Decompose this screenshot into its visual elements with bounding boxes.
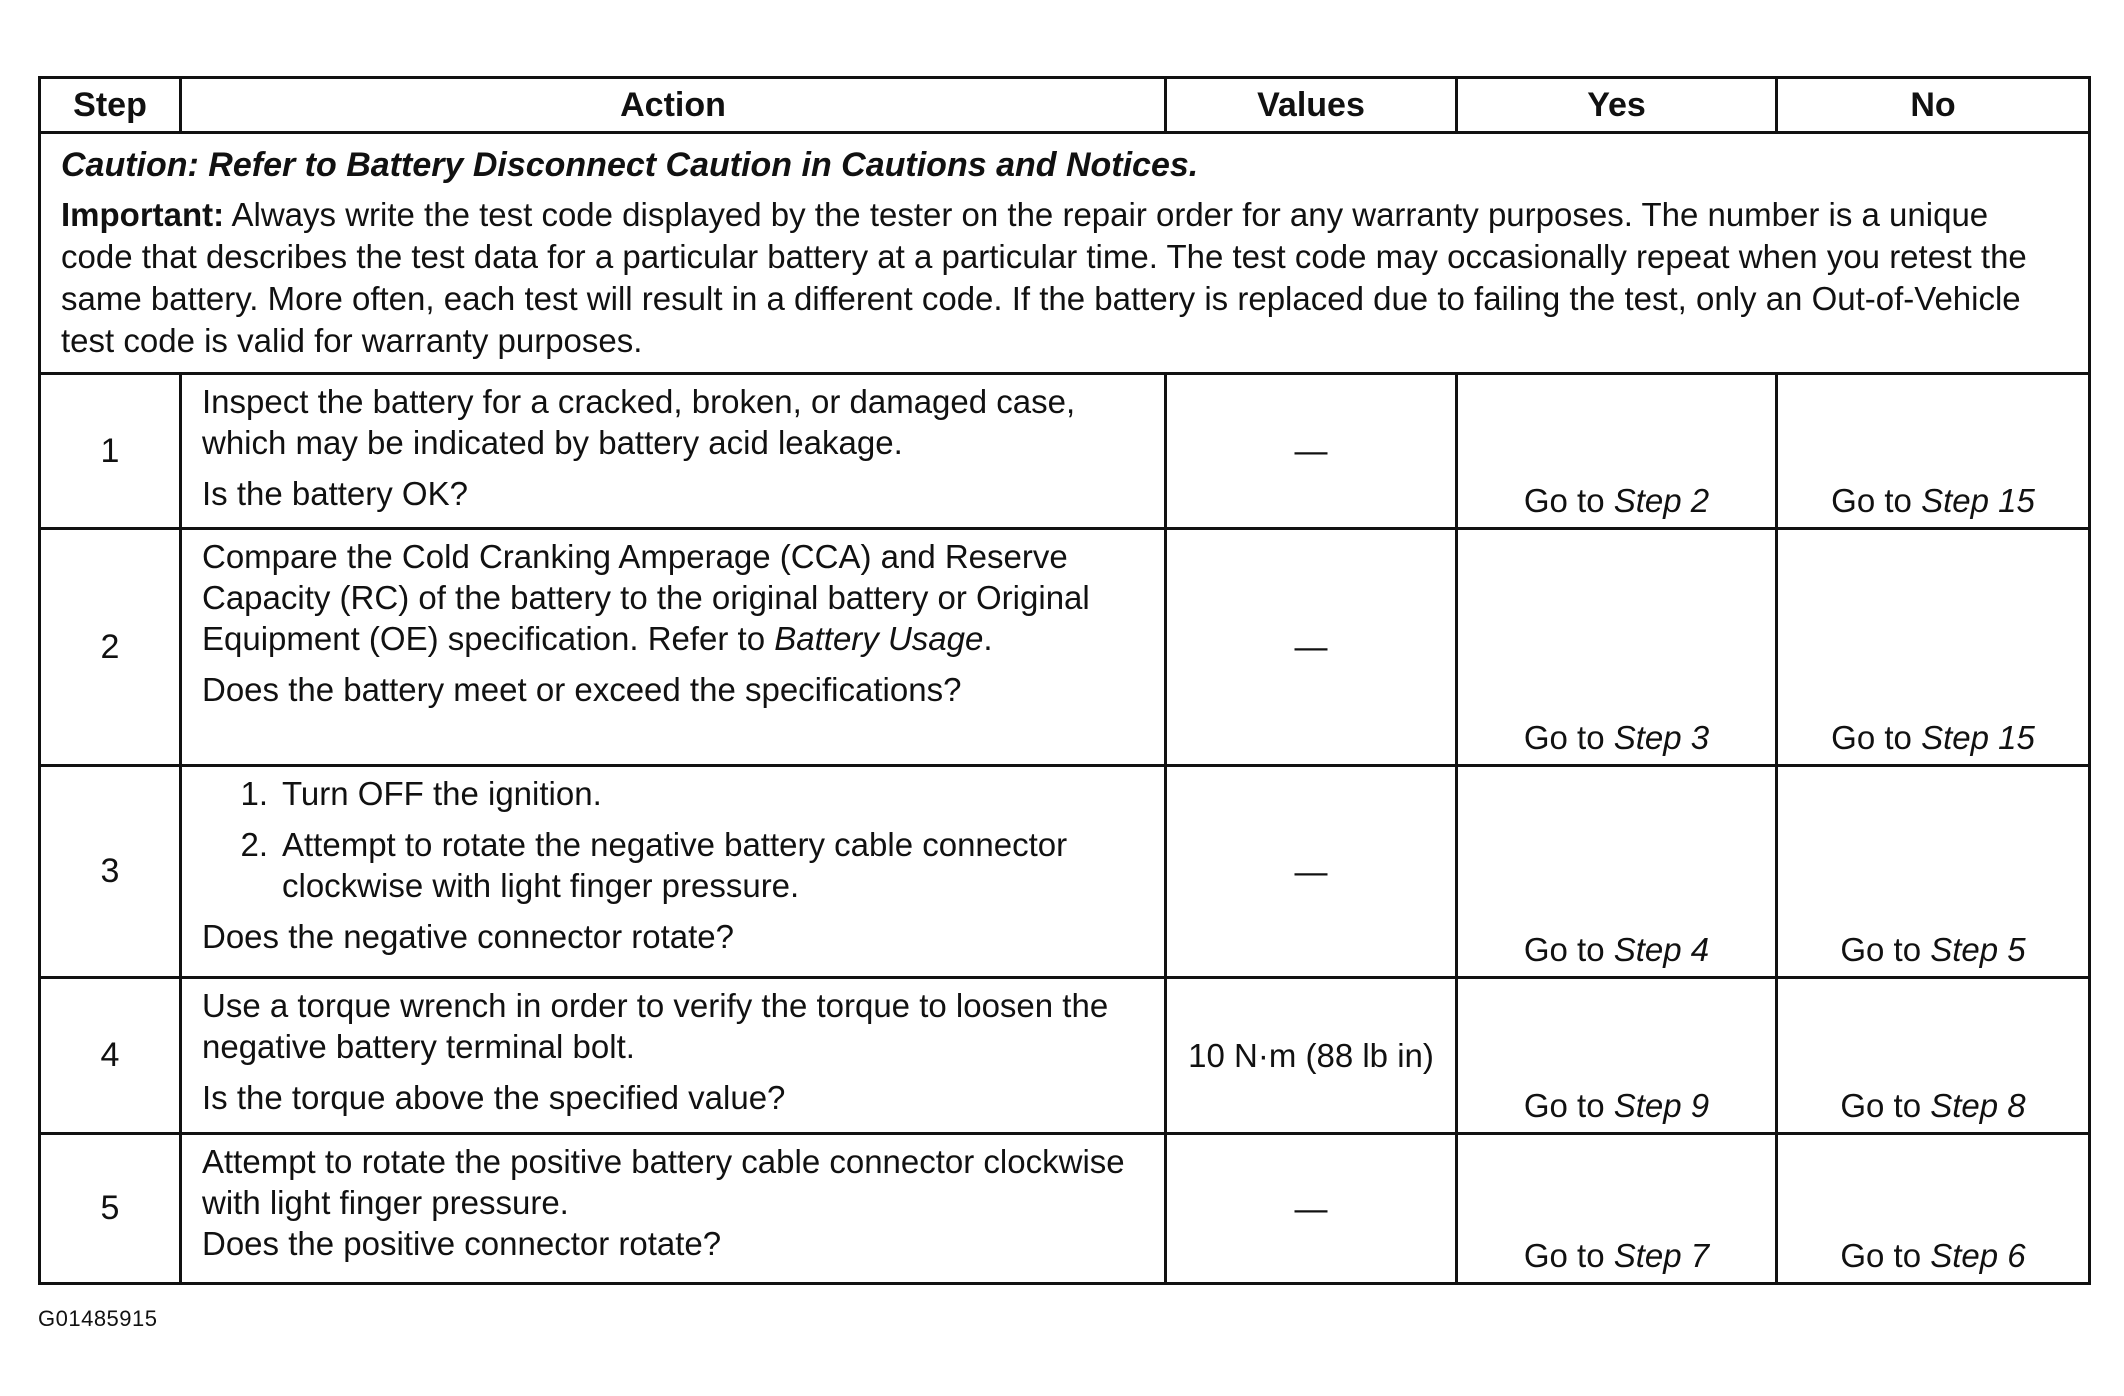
no-prefix: Go to xyxy=(1840,931,1931,968)
yes-prefix: Go to xyxy=(1523,719,1614,756)
yes-step-link: Step 7 xyxy=(1613,1237,1710,1274)
action-text-main: Compare the Cold Cranking Amperage (CCA) and Reserve Capacity (RC) of the battery to the original battery or Original Equipment (OE) specification. Refer to xyxy=(202,538,1090,657)
yes-step-link: Step 4 xyxy=(1613,931,1710,968)
header-step: Step xyxy=(40,78,181,133)
notice-cell xyxy=(40,133,2090,374)
step-action xyxy=(181,978,1166,1134)
header-no: No xyxy=(1777,78,2090,133)
no-step-link: Step 8 xyxy=(1930,1087,2026,1124)
step-value: — xyxy=(1166,374,1457,529)
step-number: 1 xyxy=(40,374,181,529)
step-value: — xyxy=(1166,766,1457,978)
action-question: Does the battery meet or exceed the specifications? xyxy=(202,671,962,708)
step-row-3 xyxy=(40,766,2090,978)
list-item-number: 1. xyxy=(240,775,268,812)
no-step-link: Step 6 xyxy=(1930,1237,2026,1274)
header-values: Values xyxy=(1166,78,1457,133)
header-yes: Yes xyxy=(1457,78,1777,133)
step-no xyxy=(1777,978,2090,1134)
step-yes xyxy=(1457,374,1777,529)
diagnostic-table xyxy=(38,76,2091,1285)
step-action xyxy=(181,1134,1166,1284)
step-no xyxy=(1777,1134,2090,1284)
step-row-2 xyxy=(40,529,2090,766)
yes-prefix: Go to xyxy=(1523,1087,1614,1124)
action-reference: Battery Usage xyxy=(774,620,984,657)
no-prefix: Go to xyxy=(1840,1087,1931,1124)
list-item-number: 2. xyxy=(240,826,268,863)
no-step-link: Step 5 xyxy=(1930,931,2026,968)
no-prefix: Go to xyxy=(1831,719,1922,756)
action-question: Does the negative connector rotate? xyxy=(202,918,735,955)
action-question: Does the positive connector rotate? xyxy=(202,1225,722,1262)
yes-step-link: Step 2 xyxy=(1613,482,1710,519)
list-item xyxy=(202,824,1148,906)
no-prefix: Go to xyxy=(1831,482,1922,519)
yes-step-link: Step 9 xyxy=(1613,1087,1710,1124)
notice-row xyxy=(40,133,2090,374)
step-yes xyxy=(1457,766,1777,978)
important-note xyxy=(61,194,2068,362)
important-label: Important: xyxy=(61,196,225,233)
step-number: 4 xyxy=(40,978,181,1134)
action-text: Inspect the battery for a cracked, broken, or damaged case, which may be indicated by battery acid leakage. xyxy=(202,383,1076,461)
step-no xyxy=(1777,374,2090,529)
yes-step-link: Step 3 xyxy=(1613,719,1710,756)
figure-id: G01485915 xyxy=(38,1306,158,1331)
step-action xyxy=(181,374,1166,529)
header-row xyxy=(40,78,2090,133)
step-number: 3 xyxy=(40,766,181,978)
step-row-1 xyxy=(40,374,2090,529)
caution-text: Caution: Refer to Battery Disconnect Caution in Cautions and Notices. xyxy=(61,146,1199,184)
action-text-suffix: . xyxy=(983,620,993,657)
step-yes xyxy=(1457,529,1777,766)
yes-prefix: Go to xyxy=(1523,931,1614,968)
yes-prefix: Go to xyxy=(1523,1237,1614,1274)
no-step-link: Step 15 xyxy=(1921,719,2035,756)
step-number: 2 xyxy=(40,529,181,766)
action-list xyxy=(202,773,1148,906)
action-text xyxy=(202,536,1148,659)
action-question: Is the torque above the specified value? xyxy=(202,1079,786,1116)
step-action xyxy=(181,529,1166,766)
no-prefix: Go to xyxy=(1840,1237,1931,1274)
important-text: Always write the test code displayed by the tester on the repair order for any warranty purposes. The number is a unique code that describes the test data for a particular battery at a particular time. The test code may occasionally repeat when you retest the same battery. More often, each test will result in a different code. If the battery is replaced due to failing the test, only an Out-of-Vehicle test code is valid for warranty purposes. xyxy=(61,196,2027,359)
header-action: Action xyxy=(181,78,1166,133)
step-no xyxy=(1777,766,2090,978)
action-text: Use a torque wrench in order to verify the torque to loosen the negative battery terminal bolt. xyxy=(202,987,1109,1065)
step-row-5 xyxy=(40,1134,2090,1284)
step-action xyxy=(181,766,1166,978)
no-step-link: Step 15 xyxy=(1921,482,2035,519)
step-row-4 xyxy=(40,978,2090,1134)
list-item-text: Attempt to rotate the negative battery cable connector clockwise with light finger pressure. xyxy=(282,826,1068,904)
action-text: Attempt to rotate the positive battery cable connector clockwise with light finger pressure. xyxy=(202,1143,1125,1221)
list-item-text: Turn OFF the ignition. xyxy=(282,775,602,812)
yes-prefix: Go to xyxy=(1523,482,1614,519)
step-value: — xyxy=(1166,1134,1457,1284)
action-question: Is the battery OK? xyxy=(202,475,468,512)
step-no xyxy=(1777,529,2090,766)
step-number: 5 xyxy=(40,1134,181,1284)
list-item xyxy=(202,773,1148,814)
step-value: 10 N·m (88 lb in) xyxy=(1166,978,1457,1134)
step-yes xyxy=(1457,1134,1777,1284)
step-value: — xyxy=(1166,529,1457,766)
step-yes xyxy=(1457,978,1777,1134)
